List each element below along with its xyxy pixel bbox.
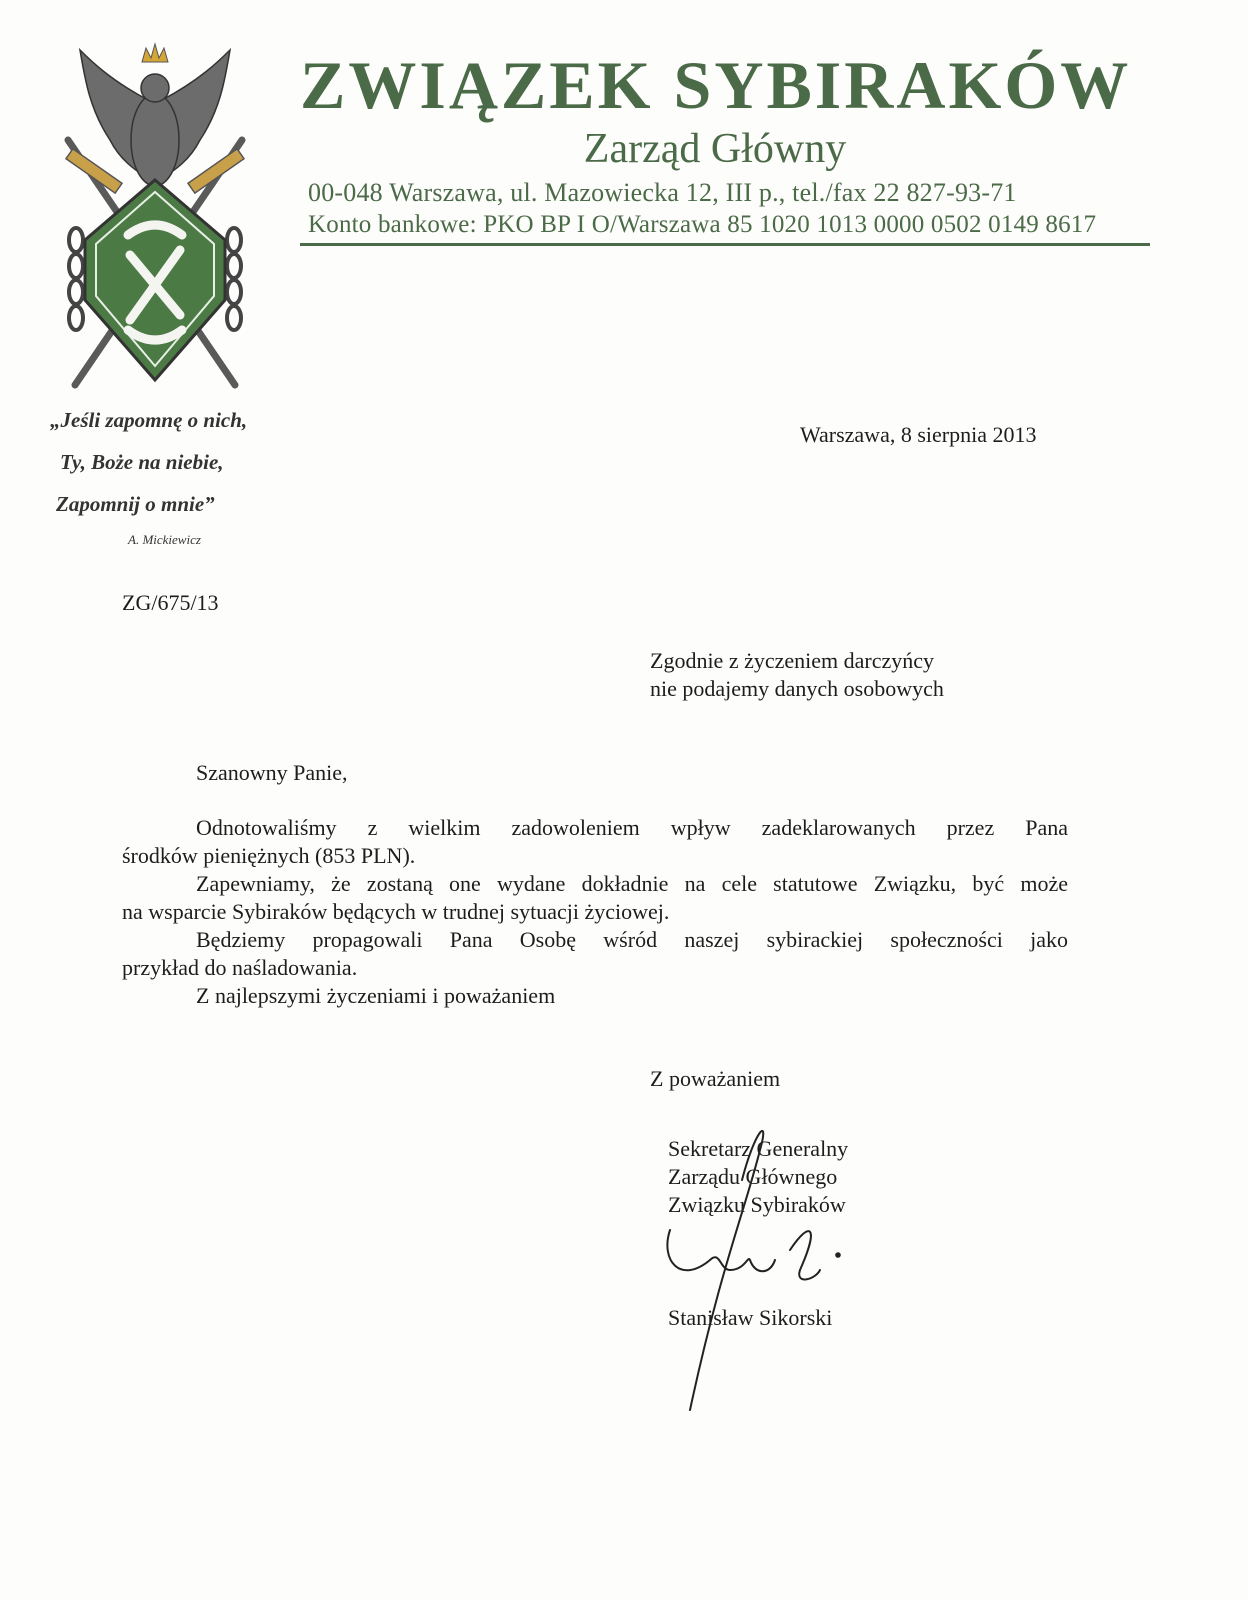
motto-line: Zapomnij o mnie” xyxy=(56,492,215,516)
paragraph-line: na wsparcie Sybiraków będących w trudnej sytuacji życiowej. xyxy=(122,899,670,924)
closing: Z poważaniem xyxy=(650,1066,781,1091)
organization-subtitle: Zarząd Główny xyxy=(583,126,847,172)
bank-account: Konto bankowe: PKO BP I O/Warszawa 85 1020 1013 0000 0502 0149 8617 xyxy=(308,211,1097,238)
paragraph-line: Zapewniamy, że zostaną one wydane dokładnie na cele statutowe Związku, być może xyxy=(196,871,1068,896)
salutation: Szanowny Panie, xyxy=(196,760,348,785)
letter-date: Warszawa, 8 sierpnia 2013 xyxy=(800,422,1037,447)
signer-title: Sekretarz Generalny xyxy=(668,1136,849,1161)
organization-name: ZWIĄZEK SYBIRAKÓW xyxy=(300,47,1132,123)
motto-line: Ty, Boże na niebie, xyxy=(60,450,224,474)
paragraph-line: Z najlepszymi życzeniami i poważaniem xyxy=(196,983,556,1008)
handwritten-signature xyxy=(650,1110,890,1430)
motto-line: „Jeśli zapomnę o nich, xyxy=(50,408,248,432)
paragraph-line: Odnotowaliśmy z wielkim zadowoleniem wpływ zadeklarowanych przez Pana xyxy=(196,815,1068,840)
paragraph-line: przykład do naśladowania. xyxy=(122,955,358,980)
eagle-crest-icon xyxy=(50,40,260,400)
signer-title: Zarządu Głównego xyxy=(668,1164,838,1189)
paragraph-line: środków pieniężnych (853 PLN). xyxy=(122,843,416,868)
paragraph-line: Będziemy propagowali Pana Osobę wśród naszej sybirackiej społeczności jako xyxy=(196,927,1068,952)
reference-number: ZG/675/13 xyxy=(122,590,219,615)
organization-address: 00-048 Warszawa, ul. Mazowiecka 12, III p., tel./fax 22 827-93-71 xyxy=(308,178,1017,207)
header-divider xyxy=(300,243,1150,246)
signer-title: Związku Sybiraków xyxy=(668,1192,846,1217)
recipient-note: Zgodnie z życzeniem darczyńcy xyxy=(650,648,935,673)
recipient-note: nie podajemy danych osobowych xyxy=(650,676,944,701)
signer-name: Stanisław Sikorski xyxy=(668,1305,833,1330)
motto-author: A. Mickiewicz xyxy=(128,532,201,547)
